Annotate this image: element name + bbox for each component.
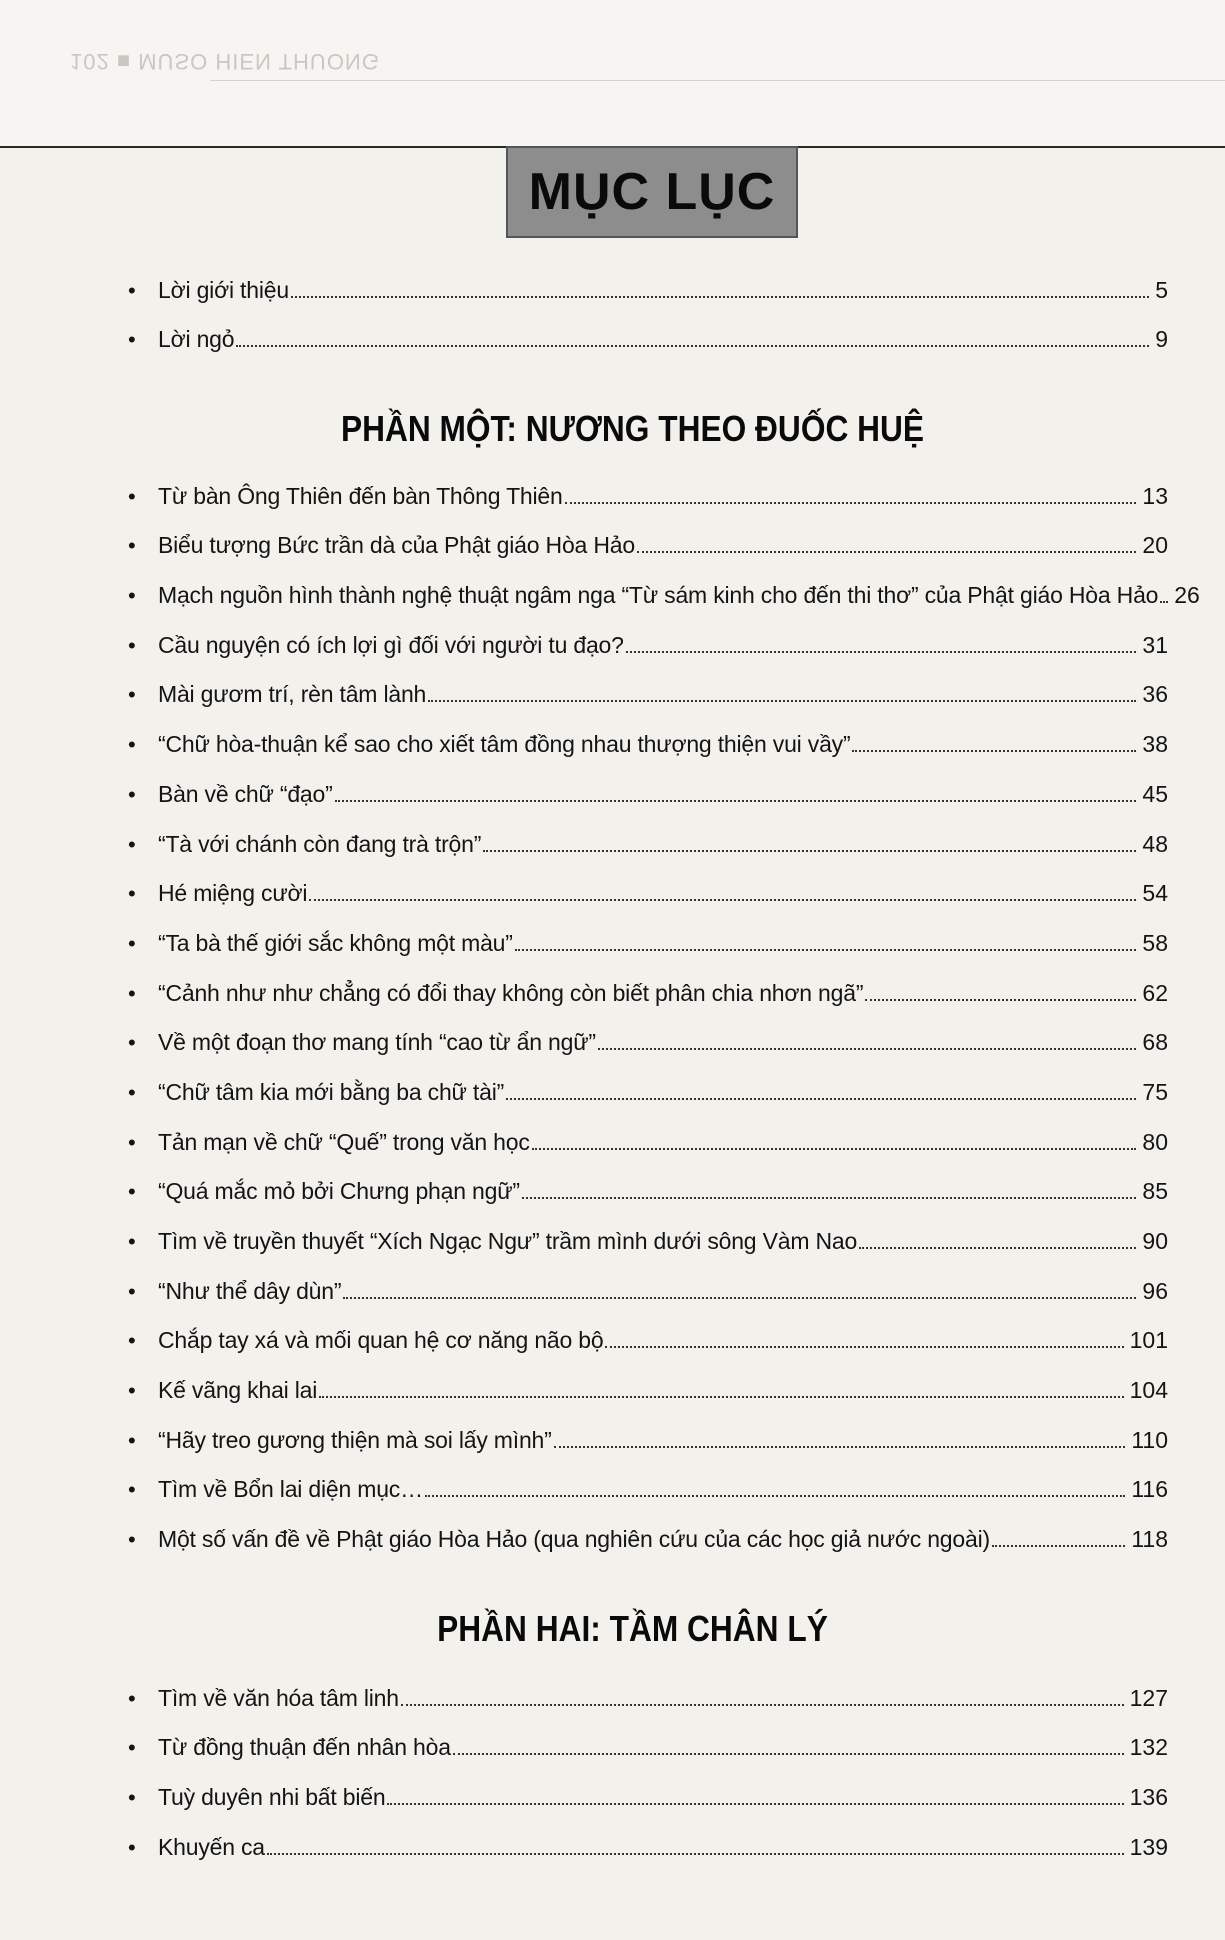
toc-entry[interactable] (128, 909, 1168, 959)
dot-leader (387, 1803, 1123, 1805)
dot-leader (992, 1545, 1125, 1547)
toc-entry[interactable] (128, 1207, 1168, 1257)
toc-entry-page: 136 (1129, 1784, 1168, 1811)
toc-entry[interactable] (128, 710, 1168, 760)
toc-entry[interactable] (128, 1058, 1168, 1108)
toc-entry-page: 13 (1142, 482, 1168, 509)
dot-leader (565, 502, 1137, 504)
part-two-heading: PHẦN HAI: TẦM CHÂN LÝ (437, 1608, 828, 1649)
bullet-icon: • (128, 1785, 136, 1811)
toc-entry-title: Khuyến ca (158, 1833, 265, 1860)
toc-entry-page: 132 (1129, 1734, 1168, 1761)
bullet-icon: • (128, 1834, 136, 1860)
bullet-icon: • (128, 533, 136, 559)
toc-entry-page: 68 (1142, 1029, 1168, 1056)
toc-entry[interactable] (128, 611, 1168, 661)
toc-entry[interactable] (128, 959, 1168, 1009)
bullet-icon: • (128, 781, 136, 807)
dot-leader (453, 1753, 1124, 1755)
toc-entry[interactable] (128, 561, 1200, 611)
toc-entry-title: Tìm về văn hóa tâm linh (158, 1684, 399, 1711)
toc-entry-page: 139 (1129, 1833, 1168, 1860)
toc-entry[interactable] (128, 1009, 1168, 1059)
toc-entry-page: 101 (1129, 1327, 1168, 1354)
toc-entry-title: Tìm về Bổn lai diện mục… (158, 1476, 423, 1503)
toc-entry-page: 9 (1155, 326, 1168, 353)
toc-entry[interactable] (128, 256, 1168, 306)
toc-entry-title: “Ta bà thế giới sắc không một màu” (158, 929, 513, 956)
toc-entry-title: Từ đồng thuận đến nhân hòa (158, 1734, 451, 1761)
toc-entry-title: Tuỳ duyên nhi bất biến (158, 1784, 386, 1811)
toc-entry-title: “Cảnh như như chẳng có đổi thay không còn biết phân chia nhơn ngã” (158, 979, 864, 1006)
bullet-icon: • (128, 732, 136, 758)
bullet-icon: • (128, 1527, 136, 1553)
bullet-icon: • (128, 682, 136, 708)
toc-entry[interactable] (128, 1664, 1168, 1714)
toc-entry-title: “Chữ hòa-thuận kể sao cho xiết tâm đồng nhau thượng thiện vui vầy” (158, 731, 851, 758)
bullet-icon: • (128, 327, 136, 353)
toc-entry-page: 48 (1142, 830, 1168, 857)
toc-entry-title: Hé miệng cười (158, 880, 308, 907)
bullet-icon: • (128, 1179, 136, 1205)
toc-entry-page: 116 (1131, 1476, 1168, 1503)
toc-entry-title: Biểu tượng Bức trần dà của Phật giáo Hòa Hảo (158, 532, 635, 559)
toc-entry-title: “Như thể dây dùn” (158, 1277, 342, 1304)
toc-entry[interactable] (128, 1813, 1168, 1863)
dot-leader (401, 1704, 1124, 1706)
toc-entry-page: 36 (1142, 681, 1168, 708)
dot-leader (309, 899, 1136, 901)
toc-entry-page: 104 (1129, 1377, 1168, 1404)
toc-entry-title: Bàn về chữ “đạo” (158, 780, 333, 807)
toc-entry-title: “Quá mắc mỏ bởi Chưng phạn ngữ” (158, 1178, 520, 1205)
toc-title: MỤC LỤC (528, 163, 776, 221)
toc-entry-page: 75 (1142, 1078, 1168, 1105)
toc-entry-page: 62 (1142, 979, 1168, 1006)
toc-entry-title: Tản mạn về chữ “Quế” trong văn học (158, 1128, 530, 1155)
dot-leader (335, 800, 1137, 802)
toc-entry[interactable] (128, 1406, 1168, 1456)
toc-entry-title: Chắp tay xá và mối quan hệ cơ năng não bộ (158, 1327, 604, 1354)
toc-entry-page: 5 (1155, 276, 1168, 303)
toc-entry-page: 96 (1142, 1277, 1168, 1304)
dot-leader (506, 1098, 1136, 1100)
dot-leader (852, 750, 1136, 752)
toc-entry[interactable] (128, 1356, 1168, 1406)
bullet-icon: • (128, 1129, 136, 1155)
dot-leader (428, 700, 1136, 702)
toc-entry[interactable] (128, 760, 1168, 810)
dot-leader (522, 1197, 1137, 1199)
bullet-icon: • (128, 1685, 136, 1711)
bullet-icon: • (128, 1079, 136, 1105)
dot-leader (605, 1346, 1123, 1348)
bullet-icon: • (128, 1735, 136, 1761)
toc-entry-title: Lời giới thiệu (158, 276, 289, 303)
toc-entry[interactable] (128, 1714, 1168, 1764)
toc-entry-page: 38 (1142, 731, 1168, 758)
toc-title-box (506, 146, 798, 238)
toc-entry-page: 26 (1174, 582, 1200, 609)
bullet-icon: • (128, 881, 136, 907)
part-one-entries (128, 462, 1200, 1555)
toc-entry-title: Một số vấn đề về Phật giáo Hòa Hảo (qua nghiên cứu của các học giả nước ngoài) (158, 1526, 990, 1553)
dot-leader (598, 1048, 1137, 1050)
part-one-heading: PHẦN MỘT: NƯƠNG THEO ĐUỐC HUỆ (340, 408, 925, 449)
bullet-icon: • (128, 277, 136, 303)
toc-entry-page: 80 (1142, 1128, 1168, 1155)
ghost-running-head: 102 ■ MUSO HIEN THUONG (70, 49, 380, 74)
toc-entry-page: 54 (1142, 880, 1168, 907)
toc-entry-page: 31 (1142, 631, 1168, 658)
dot-leader (859, 1247, 1136, 1249)
bullet-icon: • (128, 980, 136, 1006)
dot-leader (626, 651, 1137, 653)
toc-entry-page: 58 (1142, 929, 1168, 956)
bullet-icon: • (128, 1378, 136, 1404)
bleed-through-header (0, 0, 1225, 148)
toc-entry-page: 90 (1142, 1228, 1168, 1254)
bullet-icon: • (128, 583, 136, 609)
dot-leader (637, 551, 1136, 553)
dot-leader (236, 345, 1149, 347)
dot-leader (425, 1495, 1125, 1497)
header-rule (210, 80, 1225, 81)
dot-leader (1160, 601, 1168, 603)
bullet-icon: • (128, 930, 136, 956)
toc-entry[interactable] (128, 1456, 1168, 1506)
toc-entry-page: 127 (1129, 1684, 1168, 1711)
toc-entry-title: Kế vãng khai lai (158, 1377, 318, 1404)
toc-entry-title: Cầu nguyện có ích lợi gì đối với người tu đạo? (158, 631, 624, 658)
toc-entry-title: Mài gươm trí, rèn tâm lành (158, 681, 427, 708)
bullet-icon: • (128, 1030, 136, 1056)
dot-leader (515, 949, 1137, 951)
toc-entry[interactable] (128, 1505, 1168, 1555)
bullet-icon: • (128, 1328, 136, 1354)
bullet-icon: • (128, 1278, 136, 1304)
toc-entry[interactable] (128, 1108, 1168, 1158)
toc-entry[interactable] (128, 1158, 1168, 1208)
toc-entry-title: Mạch nguồn hình thành nghệ thuật ngâm nga “Từ sám kinh cho đến thi thơ” của Phật giáo Hòa Hảo (158, 582, 1159, 609)
toc-entry[interactable] (128, 512, 1168, 562)
toc-entry-title: Lời ngỏ (158, 326, 235, 353)
bullet-icon: • (128, 1477, 136, 1503)
toc-entry-page: 118 (1131, 1526, 1168, 1553)
bullet-icon: • (128, 483, 136, 509)
dot-leader (483, 850, 1136, 852)
bullet-icon: • (128, 1229, 136, 1254)
bullet-icon: • (128, 632, 136, 658)
bullet-icon: • (128, 831, 136, 857)
toc-entry[interactable] (128, 860, 1168, 910)
toc-entry[interactable] (128, 306, 1168, 356)
toc-entry-page: 20 (1142, 532, 1168, 559)
toc-entry-title: “Chữ tâm kia mới bằng ba chữ tài” (158, 1078, 505, 1105)
part-two-entries (128, 1664, 1168, 1863)
dot-leader (291, 296, 1149, 298)
toc-entry[interactable] (128, 661, 1168, 711)
dot-leader (343, 1297, 1136, 1299)
dot-leader (267, 1853, 1124, 1855)
dot-leader (319, 1396, 1123, 1398)
toc-entry-title: “Tà với chánh còn đang trà trộn” (158, 830, 482, 857)
toc-entry-title: “Hãy treo gương thiện mà soi lấy mình” (158, 1426, 552, 1453)
intro-entries (128, 256, 1168, 355)
dot-leader (865, 999, 1136, 1001)
toc-entry[interactable] (128, 1257, 1168, 1307)
toc-entry-title: Tìm về truyền thuyết “Xích Ngạc Ngư” trầm mình dưới sông Vàm Nao (158, 1228, 858, 1254)
toc-entry[interactable] (128, 462, 1168, 512)
dot-leader (532, 1148, 1137, 1150)
toc-entry-page: 85 (1142, 1178, 1168, 1205)
toc-entry[interactable] (128, 1763, 1168, 1813)
bullet-icon: • (128, 1427, 136, 1453)
toc-entry-title: Về một đoạn thơ mang tính “cao từ ẩn ngữ” (158, 1029, 596, 1056)
toc-entry[interactable] (128, 810, 1168, 860)
toc-entry[interactable] (128, 1307, 1168, 1357)
toc-entry-page: 45 (1142, 780, 1168, 807)
toc-entry-page: 110 (1131, 1426, 1168, 1453)
dot-leader (554, 1446, 1126, 1448)
toc-entry-title: Từ bàn Ông Thiên đến bàn Thông Thiên (158, 482, 563, 509)
